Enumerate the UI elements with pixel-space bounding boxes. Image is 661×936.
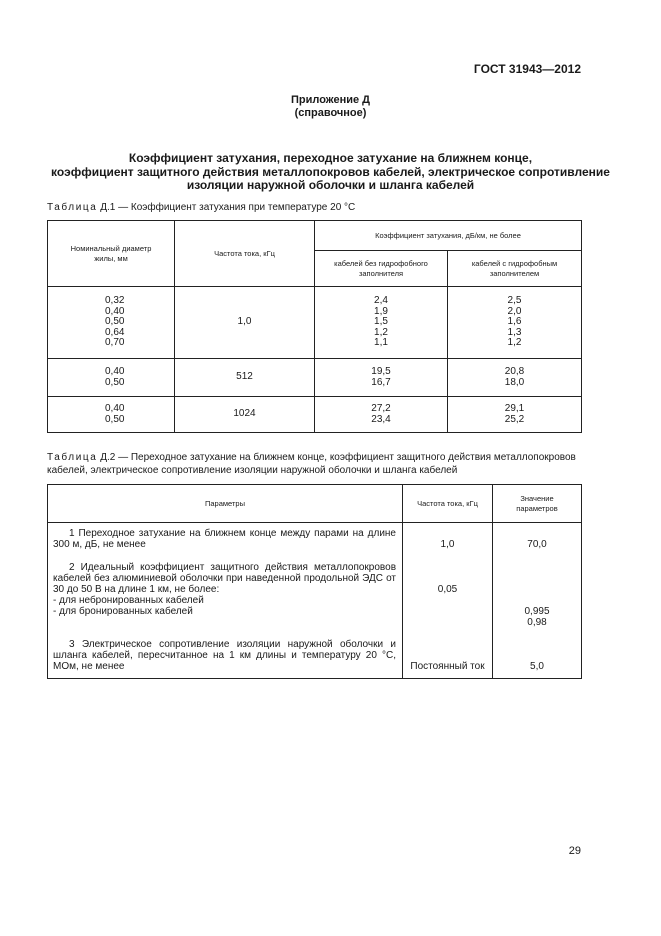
header-value: Значение параметров (493, 485, 582, 523)
header-frequency: Частота тока, кГц (403, 485, 493, 523)
frequency-cell: 0,05 (403, 554, 493, 628)
frequency-cell: Постоянный ток (403, 628, 493, 679)
table-row (48, 397, 582, 433)
diameter-cell: 0,40 0,50 (48, 397, 175, 433)
header-with-filler: кабелей с гидрофобным заполнителем (448, 251, 582, 287)
title-line: Коэффициент затухания, переходное затухание на ближнем конце, (128, 151, 533, 165)
annex-subtitle: (справочное) (294, 107, 367, 119)
diameter-cell: 0,32 0,40 0,50 0,64 0,70 (48, 287, 175, 359)
caption-prefix: Таблица (47, 202, 98, 213)
caption-text: Д.2 — Переходное затухание на ближнем конце, коэффициент защитного действия металлопокровов кабелей, электрическое сопротивление изоляции наружной оболочки и шланга кабелей (47, 452, 576, 476)
table1-caption (47, 202, 587, 215)
standard-designation: ГОСТ 31943—2012 (473, 62, 581, 76)
param-text: 2 Идеальный коэффициент защитного действия металлопокровов кабелей без алюминиевой оболочки при наведенной продольной ЭДС от 30 до 50 В на длине 1 км, не более: - для небронированных кабелей - для бронированных кабелей (48, 554, 403, 628)
frequency-cell: 1,0 (175, 287, 315, 359)
header-attenuation: Коэффициент затухания, дБ/км, не более (315, 221, 582, 251)
table-row (48, 554, 582, 628)
table2-caption (47, 452, 587, 477)
annex-title: Приложение Д (291, 94, 370, 106)
page-number: 29 (568, 845, 581, 857)
diameter-cell: 0,40 0,50 (48, 359, 175, 397)
with-filler-cell: 20,8 18,0 (448, 359, 582, 397)
document-title (0, 152, 661, 193)
with-filler-cell: 29,1 25,2 (448, 397, 582, 433)
title-line: изоляции наружной оболочки и шланга кабелей (186, 178, 475, 192)
table-row (48, 523, 582, 555)
param-text: 1 Переходное затухание на ближнем конце между парами на длине 300 м, дБ, не менее (48, 523, 403, 555)
frequency-cell: 1,0 (403, 523, 493, 555)
frequency-cell: 1024 (175, 397, 315, 433)
table-row (48, 287, 582, 359)
no-filler-cell: 19,5 16,7 (315, 359, 448, 397)
header-frequency: Частота тока, кГц (175, 221, 315, 287)
table-row (48, 359, 582, 397)
frequency-cell: 512 (175, 359, 315, 397)
value-cell: 0,995 0,98 (493, 554, 582, 628)
table-row (48, 628, 582, 679)
no-filler-cell: 27,2 23,4 (315, 397, 448, 433)
header-diameter: Номинальный диаметр жилы, мм (48, 221, 175, 287)
value-cell: 5,0 (493, 628, 582, 679)
annex-heading (0, 94, 661, 120)
parameters-table (47, 484, 582, 679)
header-params: Параметры (48, 485, 403, 523)
caption-text: Д.1 — Коэффициент затухания при температуре 20 °С (97, 202, 356, 213)
header-no-filler: кабелей без гидрофобного заполнителя (315, 251, 448, 287)
param-text: 3 Электрическое сопротивление изоляции наружной оболочки и шланга кабелей, пересчитанное на 1 км длины и температуру 20 °С, МОм, не менее (48, 628, 403, 679)
caption-prefix: Таблица (47, 452, 98, 463)
with-filler-cell: 2,5 2,0 1,6 1,3 1,2 (448, 287, 582, 359)
value-cell: 70,0 (493, 523, 582, 555)
title-line: коэффициент защитного действия металлопокровов кабелей, электрическое сопротивление (51, 164, 610, 179)
no-filler-cell: 2,4 1,9 1,5 1,2 1,1 (315, 287, 448, 359)
attenuation-table (47, 220, 582, 433)
